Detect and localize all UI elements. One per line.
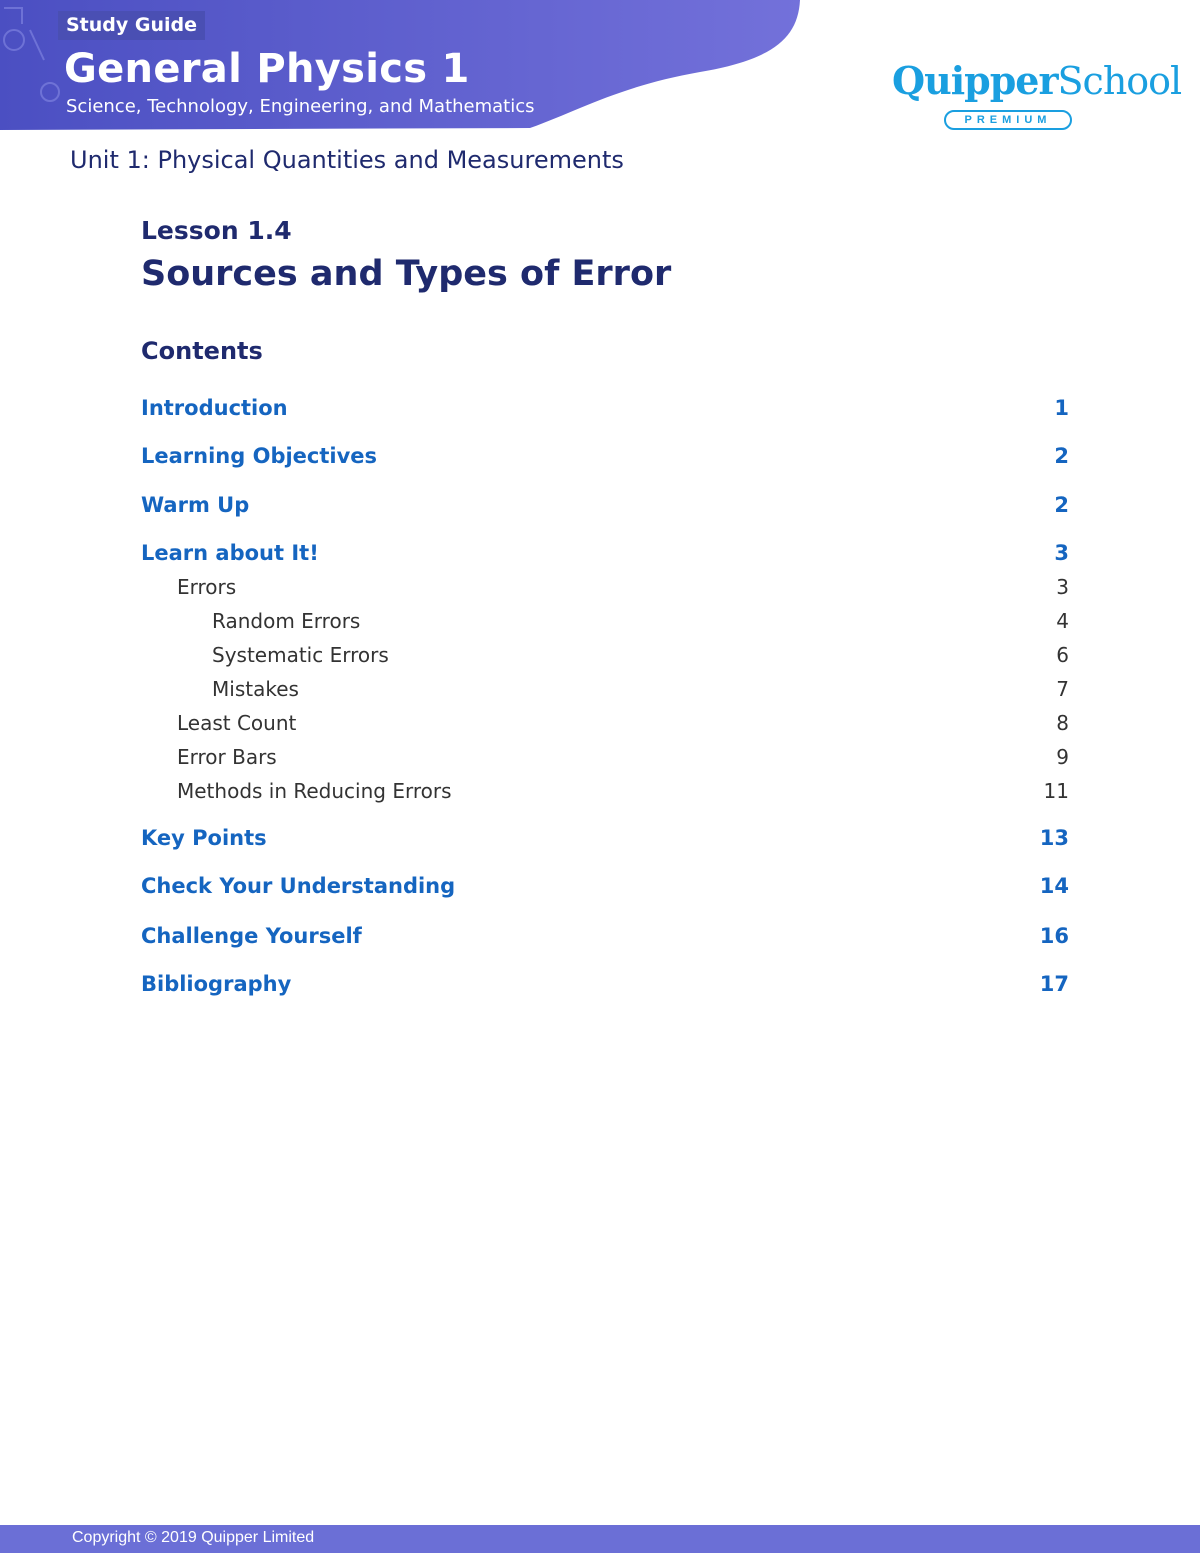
toc-title: Warm Up <box>141 493 250 517</box>
toc-item-learn-about-it[interactable] <box>141 541 1069 571</box>
toc-item-check-your-understanding[interactable] <box>141 874 1069 904</box>
toc-page: 2 <box>1054 444 1069 468</box>
toc-title: Error Bars <box>177 745 277 769</box>
toc-page: 14 <box>1039 874 1069 898</box>
toc-page: 17 <box>1039 972 1069 996</box>
toc-item-warm-up[interactable] <box>141 493 1069 523</box>
toc-page: 3 <box>1056 575 1069 599</box>
toc-page: 1 <box>1054 396 1069 420</box>
toc-item-introduction[interactable] <box>141 396 1069 426</box>
toc-page: 13 <box>1039 826 1069 850</box>
toc-title: Least Count <box>177 711 297 735</box>
toc-item-systematic-errors[interactable] <box>141 643 1069 673</box>
toc-title: Methods in Reducing Errors <box>177 779 452 803</box>
toc-item-error-bars[interactable] <box>141 745 1069 775</box>
lesson-title: Sources and Types of Error <box>141 254 672 294</box>
toc-item-least-count[interactable] <box>141 711 1069 741</box>
study-guide-badge: Study Guide <box>58 11 205 40</box>
toc-item-key-points[interactable] <box>141 826 1069 856</box>
footer-bar <box>0 1525 1200 1553</box>
course-title: General Physics 1 <box>64 46 470 92</box>
toc-page: 7 <box>1056 677 1069 701</box>
toc-page: 16 <box>1039 924 1069 948</box>
course-subtitle: Science, Technology, Engineering, and Mathematics <box>66 96 535 117</box>
toc-title: Bibliography <box>141 972 292 996</box>
toc-title: Mistakes <box>212 677 299 701</box>
toc-item-errors[interactable] <box>141 575 1069 605</box>
logo-brand: Quipper <box>892 58 1058 103</box>
toc-title: Systematic Errors <box>212 643 389 667</box>
toc-title: Challenge Yourself <box>141 924 362 948</box>
toc-title: Learning Objectives <box>141 444 378 468</box>
copyright-text: Copyright © 2019 Quipper Limited <box>72 1529 315 1546</box>
lesson-number: Lesson 1.4 <box>141 216 292 245</box>
contents-heading: Contents <box>141 337 263 365</box>
toc-page: 2 <box>1054 493 1069 517</box>
logo-brand-suffix: School <box>1057 59 1182 103</box>
toc-page: 9 <box>1056 745 1069 769</box>
toc-page: 4 <box>1056 609 1069 633</box>
toc-title: Introduction <box>141 396 288 420</box>
toc-item-learning-objectives[interactable] <box>141 444 1069 474</box>
unit-title: Unit 1: Physical Quantities and Measurements <box>70 146 624 174</box>
toc-page: 6 <box>1056 643 1069 667</box>
toc-title: Key Points <box>141 826 267 850</box>
toc-title: Errors <box>177 575 237 599</box>
toc-item-challenge-yourself[interactable] <box>141 924 1069 954</box>
toc-item-methods-in-reducing-errors[interactable] <box>141 779 1069 809</box>
toc-item-mistakes[interactable] <box>141 677 1069 707</box>
toc-page: 8 <box>1056 711 1069 735</box>
toc-item-bibliography[interactable] <box>141 972 1069 1002</box>
toc-page: 11 <box>1043 779 1069 803</box>
toc-item-random-errors[interactable] <box>141 609 1069 639</box>
toc-title: Check Your Understanding <box>141 874 456 898</box>
logo-premium-badge: PREMIUM <box>944 110 1072 130</box>
toc-title: Learn about It! <box>141 541 319 565</box>
toc-page: 3 <box>1054 541 1069 565</box>
quipper-school-logo <box>890 58 1182 138</box>
toc-title: Random Errors <box>212 609 361 633</box>
logo-wordmark <box>892 58 1181 103</box>
